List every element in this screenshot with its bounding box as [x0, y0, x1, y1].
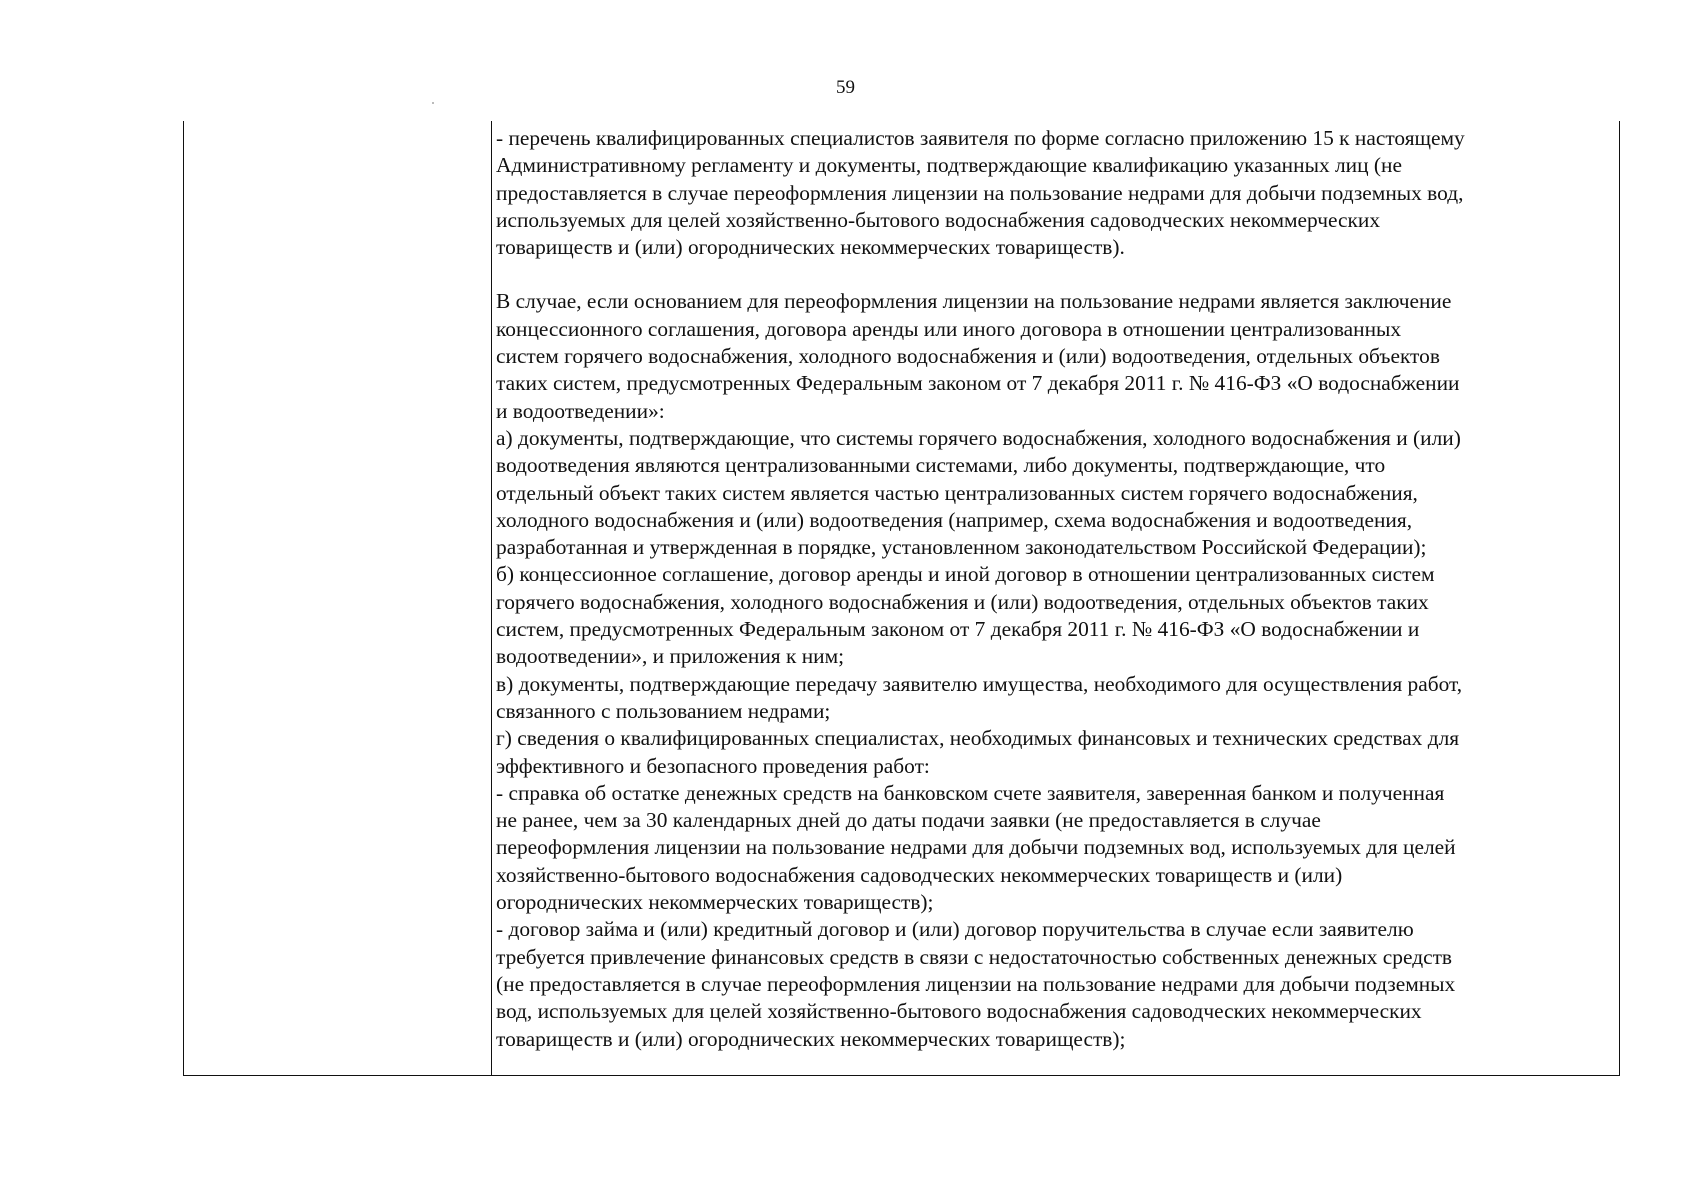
text-line: предоставляется в случае переоформления лицензии на пользование недрами для добычи подземных вод,	[496, 180, 1464, 205]
text-line: холодного водоснабжения и (или) водоотведения (например, схема водоснабжения и водоотведения,	[496, 507, 1413, 532]
document-table	[183, 121, 1620, 1076]
text-line: - договор займа и (или) кредитный договор и (или) договор поручительства в случае если заявителю	[496, 917, 1414, 942]
table-right-column	[492, 121, 1619, 1075]
table-left-column	[184, 121, 492, 1075]
paragraph-concession-case	[496, 288, 1611, 1052]
text-line: - перечень квалифицированных специалистов заявителя по форме согласно приложению 15 к настоящему	[496, 126, 1465, 150]
text-line: концессионного соглашения, договора аренды или иного договора в отношении централизованных	[496, 316, 1402, 341]
paragraph-gap	[496, 261, 1611, 288]
text-line: товариществ и (или) огороднических некоммерческих товариществ).	[496, 235, 1125, 260]
paragraph-specialists-list	[496, 125, 1611, 261]
text-line: водоотведения являются централизованными системами, либо документы, подтверждающие, что	[496, 453, 1386, 478]
text-line: разработанная и утвержденная в порядке, установленном законодательством Российской Федерации);	[496, 535, 1427, 560]
text-line: не ранее, чем за 30 календарных дней до даты подачи заявки (не предоставляется в случае	[496, 808, 1321, 833]
text-line: товариществ и (или) огороднических некоммерческих товариществ);	[496, 1026, 1126, 1051]
text-line: хозяйственно-бытового водоснабжения садоводческих некоммерческих товариществ и (или)	[496, 862, 1343, 887]
text-line: и водоотведении»:	[496, 398, 665, 423]
text-line: требуется привлечение финансовых средств в связи с недостаточностью собственных денежных средств	[496, 944, 1453, 969]
text-line: эффективного и безопасного проведения работ:	[496, 753, 930, 778]
text-line: огороднических некоммерческих товариществ);	[496, 890, 934, 915]
text-line: отдельный объект таких систем является частью централизованных систем горячего водоснабжения,	[496, 480, 1418, 505]
text-line: систем горячего водоснабжения, холодного водоснабжения и (или) водоотведения, отдельных объектов	[496, 344, 1440, 369]
page-number: 59	[836, 77, 855, 98]
text-line: используемых для целей хозяйственно-бытового водоснабжения садоводческих некоммерческих	[496, 207, 1381, 232]
text-line: переоформления лицензии на пользование недрами для добычи подземных вод, используемых для целей	[496, 835, 1456, 860]
text-line: (не предоставляется в случае переоформления лицензии на пользование недрами для добычи подземных	[496, 971, 1456, 996]
text-line: систем, предусмотренных Федеральным законом от 7 декабря 2011 г. № 416-ФЗ «О водоснабжении и	[496, 617, 1420, 642]
text-line: горячего водоснабжения, холодного водоснабжения и (или) водоотведения, отдельных объектов таких	[496, 589, 1429, 614]
text-line: таких систем, предусмотренных Федеральным законом от 7 декабря 2011 г. № 416-ФЗ «О водоснабжении	[496, 371, 1460, 396]
text-line: в) документы, подтверждающие передачу заявителю имущества, необходимого для осуществления работ,	[496, 671, 1463, 696]
text-line: водоотведении», и приложения к ним;	[496, 644, 845, 669]
text-line: связанного с пользованием недрами;	[496, 698, 831, 723]
scan-artifact-mark	[432, 102, 434, 104]
text-line: г) сведения о квалифицированных специалистах, необходимых финансовых и технических средствах для	[496, 726, 1460, 751]
text-line: б) концессионное соглашение, договор аренды и иной договор в отношении централизованных систем	[496, 562, 1435, 587]
text-line: а) документы, подтверждающие, что системы горячего водоснабжения, холодного водоснабжения и (или)	[496, 425, 1461, 450]
text-line: В случае, если основанием для переоформления лицензии на пользование недрами является заключение	[496, 289, 1452, 314]
text-line: - справка об остатке денежных средств на банковском счете заявителя, заверенная банком и полученная	[496, 780, 1445, 805]
text-line: Административному регламенту и документы, подтверждающие квалификацию указанных лиц (не	[496, 153, 1402, 178]
text-line: вод, используемых для целей хозяйственно-бытового водоснабжения садоводческих некоммерческих	[496, 999, 1422, 1024]
